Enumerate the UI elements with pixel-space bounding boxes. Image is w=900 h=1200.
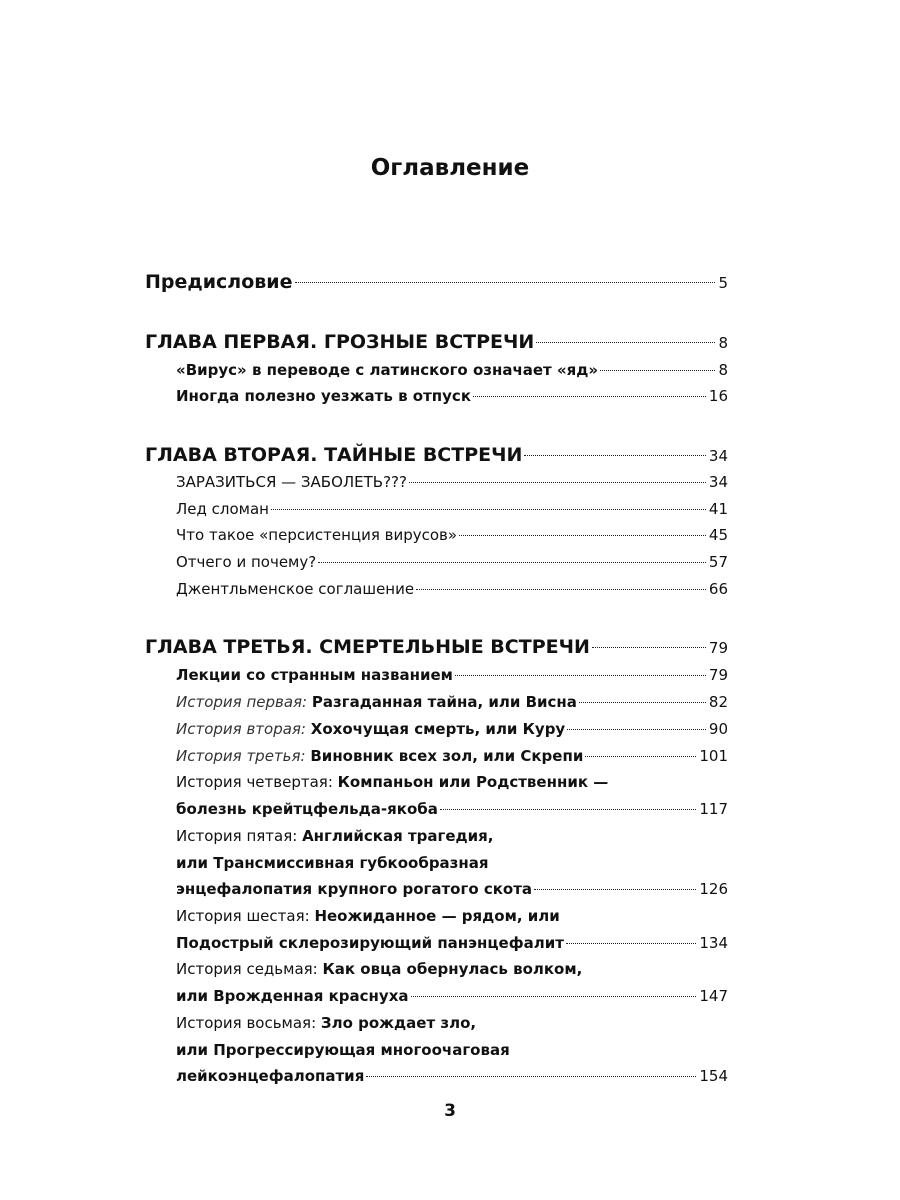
toc-chapter-2[interactable] — [145, 440, 728, 470]
chapter-title: ГЛАВА ТРЕТЬЯ. СМЕРТЕЛЬНЫЕ ВСТРЕЧИ — [145, 636, 590, 658]
story-title: Виновник всех зол, или Скрепи — [310, 747, 584, 765]
chapter-page: 34 — [708, 447, 728, 465]
entry-title: ЗАРАЗИТЬСЯ — ЗАБОЛЕТЬ??? — [176, 473, 407, 491]
toc-story-8[interactable] — [176, 1063, 728, 1089]
entry-title: Что такое «персистенция вирусов» — [176, 526, 458, 544]
entry-page: 154 — [699, 1067, 728, 1085]
story-title-cont: энцефалопатия крупного рогатого скота — [176, 880, 533, 898]
toc-chapter-3[interactable] — [145, 632, 728, 662]
story-prefix: История вторая: — [176, 720, 306, 738]
chapter-title: ГЛАВА ВТОРАЯ. ТАЙНЫЕ ВСТРЕЧИ — [145, 444, 523, 466]
entry-title: «Вирус» в переводе с латинского означает «яд» — [176, 361, 599, 379]
toc-story-1[interactable] — [176, 689, 728, 715]
dot-leader — [295, 282, 716, 283]
toc-entry[interactable] — [176, 662, 728, 688]
toc-story-4[interactable] — [176, 796, 728, 822]
story-prefix: История третья: — [176, 747, 306, 765]
entry-page: 82 — [708, 693, 728, 711]
toc-story-8-line-1[interactable] — [176, 1010, 476, 1036]
dot-leader — [579, 702, 706, 703]
toc-story-5[interactable] — [176, 876, 728, 902]
page-number: 3 — [444, 1101, 456, 1121]
dot-leader — [416, 589, 706, 590]
story-title: Хохочущая смерть, или Куру — [310, 720, 566, 738]
dot-leader — [585, 756, 696, 757]
dot-leader — [271, 509, 706, 510]
toc-story-5-line-1[interactable] — [176, 823, 493, 849]
toc-entry[interactable] — [176, 496, 728, 522]
dot-leader — [366, 1076, 696, 1077]
story-title: Разгаданная тайна, или Висна — [311, 693, 577, 711]
toc-story-6-line-1[interactable] — [176, 903, 560, 929]
chapter-page: 8 — [718, 334, 728, 352]
story-title: Как овца обернулась волком, — [322, 960, 583, 978]
story-title-cont: или Врожденная краснуха — [176, 987, 409, 1005]
toc-entry[interactable] — [176, 576, 728, 602]
story-prefix: История первая: — [176, 693, 308, 711]
toc-entry-preface[interactable] — [145, 267, 728, 297]
entry-page: 45 — [708, 526, 728, 544]
entry-page: 34 — [708, 473, 728, 491]
toc-story-3[interactable] — [176, 743, 728, 769]
story-title-cont: или Трансмиссивная губкообразная — [176, 854, 489, 872]
story-title-cont: Подострый склерозирующий панэнцефалит — [176, 934, 564, 952]
story-prefix: История седьмая: — [176, 960, 318, 978]
entry-page: 126 — [699, 880, 728, 898]
toc-chapter-1[interactable] — [145, 327, 728, 357]
toc-story-8-line-2 — [176, 1037, 510, 1063]
entry-title: Лекции со странным названием — [176, 666, 453, 684]
entry-page: 16 — [708, 387, 728, 405]
story-title: Зло рождает зло, — [320, 1014, 477, 1032]
dot-leader — [455, 675, 706, 676]
story-title: Компаньон или Родственник — — [337, 773, 609, 791]
story-prefix: История шестая: — [176, 907, 310, 925]
dot-leader — [524, 455, 706, 456]
toc-story-7[interactable] — [176, 983, 728, 1009]
dot-leader — [567, 729, 706, 730]
entry-page: 147 — [699, 987, 728, 1005]
story-prefix: История четвертая: — [176, 773, 333, 791]
entry-page: 5 — [718, 274, 728, 292]
entry-page: 79 — [708, 666, 728, 684]
dot-leader — [411, 996, 697, 997]
story-title-cont: болезнь крейтцфельда-якоба — [176, 800, 438, 818]
dot-leader — [600, 370, 715, 371]
story-prefix: История пятая: — [176, 827, 298, 845]
toc-entry[interactable] — [176, 469, 728, 495]
entry-page: 117 — [699, 800, 728, 818]
story-title: Неожиданное — рядом, или — [314, 907, 560, 925]
dot-leader — [459, 535, 706, 536]
toc-entry[interactable] — [176, 357, 728, 383]
story-prefix: История восьмая: — [176, 1014, 317, 1032]
dot-leader — [440, 809, 697, 810]
entry-title: Иногда полезно уезжать в отпуск — [176, 387, 471, 405]
entry-title: Отчего и почему? — [176, 553, 317, 571]
story-title-cont: или Прогрессирующая многоочаговая — [176, 1041, 510, 1059]
toc-entry[interactable] — [176, 383, 728, 409]
chapter-page: 79 — [708, 639, 728, 657]
toc-story-6[interactable] — [176, 930, 728, 956]
dot-leader — [534, 889, 696, 890]
entry-page: 57 — [708, 553, 728, 571]
toc-entry[interactable] — [176, 549, 728, 575]
page-title: Оглавление — [370, 155, 530, 181]
toc-story-7-line-1[interactable] — [176, 956, 582, 982]
dot-leader — [592, 647, 706, 648]
entry-page: 90 — [708, 720, 728, 738]
entry-page: 134 — [699, 934, 728, 952]
dot-leader — [566, 943, 696, 944]
dot-leader — [409, 482, 706, 483]
toc-story-4-line-1[interactable] — [176, 769, 608, 795]
entry-page: 66 — [708, 580, 728, 598]
dot-leader — [536, 342, 715, 343]
entry-page: 101 — [699, 747, 728, 765]
entry-title: Джентльменское соглашение — [176, 580, 415, 598]
toc-story-5-line-2 — [176, 850, 489, 876]
entry-page: 41 — [708, 500, 728, 518]
entry-title: Предисловие — [145, 271, 293, 293]
toc-entry[interactable] — [176, 522, 728, 548]
dot-leader — [473, 396, 706, 397]
story-title-cont: лейкоэнцефалопатия — [176, 1067, 365, 1085]
story-title: Английская трагедия, — [302, 827, 494, 845]
entry-page: 8 — [718, 361, 728, 379]
chapter-title: ГЛАВА ПЕРВАЯ. ГРОЗНЫЕ ВСТРЕЧИ — [145, 331, 535, 353]
dot-leader — [318, 562, 706, 563]
toc-story-2[interactable] — [176, 716, 728, 742]
entry-title: Лед сломан — [176, 500, 269, 518]
